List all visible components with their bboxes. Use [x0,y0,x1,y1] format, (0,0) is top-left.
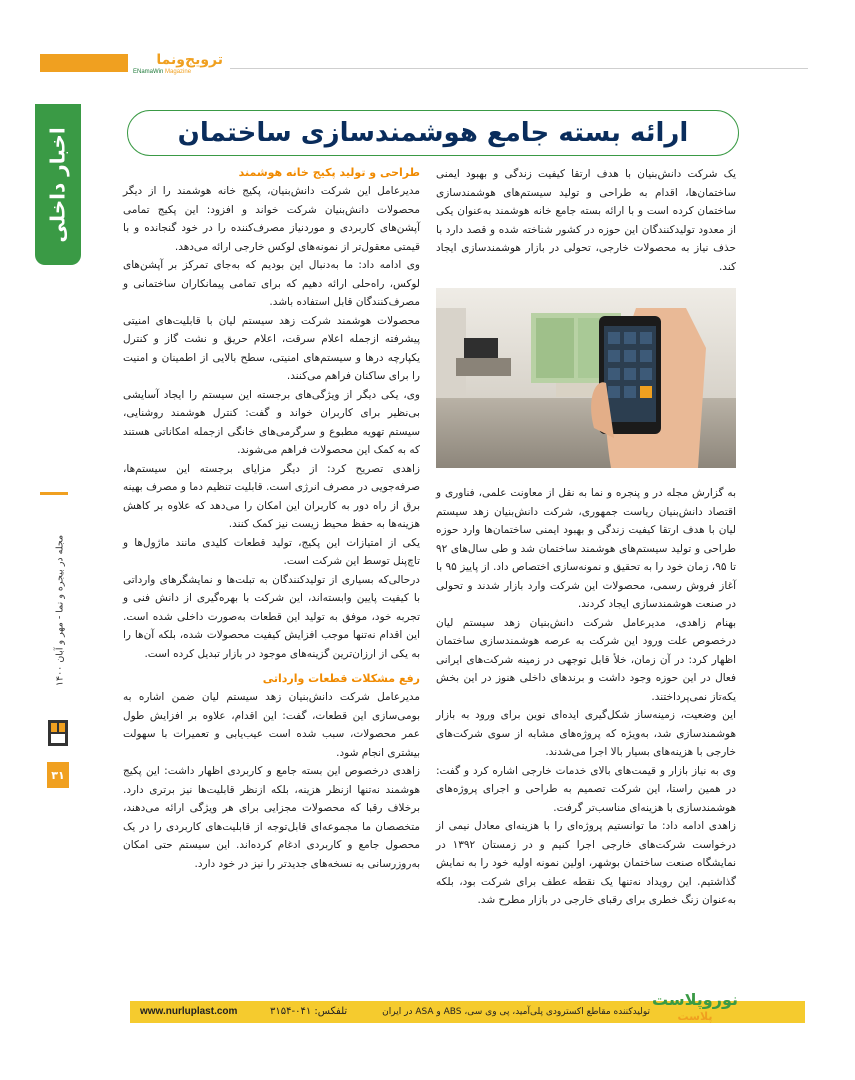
section-tab [35,104,81,265]
paragraph: مدیرعامل این شرکت دانش‌بنیان، پکیج خانه هوشمند را از دیگر محصولات دانش‌بنیان شرکت خواند و افزود: این پکیج تمامی آپشن‌های کاربردی و موردنیاز مصرف‌کننده را در خود گنجانده و با قیمتی معقول‌تر از نمونه‌های لوکس خارجی ارائه می‌دهد. [123,185,420,253]
paragraph: بهنام زاهدی، مدیرعامل شرکت دانش‌بنیان زهد سیستم لیان درخصوص علت ورود این شرکت به عرصه هوشمندسازی ساختمان اظهار کرد: در آن زمان، خلأ قابل توجهی در زمینه شرکت‌های ایرانی فعال در این حوزه وجود داشت و برندهای داخلی هنوز در این بخش یکه‌تاز نمی‌پرداختند. [436,616,736,703]
paragraph: این وضعیت، زمینه‌ساز شکل‌گیری ایده‌ای نوین برای ورود به بازار هوشمندسازی شد، به‌ویژه که پروژه‌های مشابه از سوی شرکت‌های خارجی با هزینه‌های بسیار بالا اجرا می‌شدند. [436,709,736,758]
paragraph: زاهدی درخصوص این بسته جامع و کاربردی اظهار داشت: این پکیج هوشمند نه‌تنها ازنظر هزینه، بلکه ازنظر قابلیت‌ها نیز برتری دارد. برخلاف رقبا که محصولات مجزایی برای هر ویژگی ارائه می‌دهند، متخصصان ما مجموعه‌ای قابل‌توجه از قابلیت‌های کاربردی را در یک محصول جامع و کاربردی ادغام کرده‌اند. این سیستم حتی امکان به‌روزرسانی به نسخه‌های جدیدتر را نیز در خود دارد. [123,765,420,870]
paragraph: وی ادامه داد: ما به‌دنبال این بودیم که به‌جای تمرکز بر آپشن‌های لوکس، راه‌حلی ارائه دهیم که برای تمامی پیمانکاران ساختمانی و مصرف‌کنندگان قابل استفاده باشد. [123,259,420,308]
advertiser-logo-text: نوروپلاست [651,990,738,1009]
header-divider [230,68,808,69]
paragraph: زاهدی تصریح کرد: از دیگر مزایای برجسته این سیستم‌ها، صرفه‌جویی در مصرف انرژی است. قابلیت تنظیم دما و مصرف بهینه برق از راه دور به کاربران این امکان را می‌دهد که علاوه بر کاهش هزینه‌ها به حفظ محیط زیست نیز کمک کنند. [123,462,420,530]
header-accent-bar [40,54,128,72]
logo-subtitle: ENamaWin Magazine [133,69,192,75]
page-number: ۳۱ [47,762,69,788]
paragraph: به گزارش مجله در و پنجره و نما به نقل از معاونت علمی، فناوری و اقتصاد دانش‌بنیان ریاست جمهوری، شرکت دانش‌بنیان زهد سیستم لیان با هدف ارتقا کیفیت زندگی و بهبود ایمنی ساختمان‌ها وارد حوزه طراحی و تولید سیستم‌های هوشمند ساختمان شد و طی سال‌های ۹۲ تا ۹۵، زمان خود را به تحقیق و نمونه‌سازی اختصاص داد. از پاییز ۹۵ با آغاز فروش رسمی، محصولات این شرکت وارد بازار شدند و تحولی در صنعت هوشمندسازی ایجاد کردند. [436,487,736,610]
article-right-column [436,484,736,910]
article-intro [436,165,736,276]
paragraph: مدیرعامل شرکت دانش‌بنیان زهد سیستم لیان ضمن اشاره به بومی‌سازی این قطعات، گفت: این اقدام، علاوه بر افزایش طول عمر محصولات، سبب شده است عیب‌یابی و تعمیرات با سهولت بیشتری انجام شود. [123,691,420,759]
issue-caption [48,500,72,730]
intro-paragraph: یک شرکت دانش‌بنیان با هدف ارتقا کیفیت زندگی و بهبود ایمنی ساختمان‌ها، اقدام به طراحی و تولید سیستم‌های هوشمندسازی ساختمان کرده است و با ارائه بسته جامع خانه هوشمند به‌عنوان یکی از معدود تولیدکنندگان این حوزه در کشور شناخته شده و قصد دارد با حذف نیاز به محصولات خارجی، تحولی در بازار هوشمندسازی ایجاد کند. [436,168,736,273]
footer-phone: تلفکس: ۰۴۱-۳۱۵۴ [270,1006,348,1017]
advertiser-logo [652,990,738,1034]
paragraph: یکی از امتیازات این پکیج، تولید قطعات کلیدی مانند ماژول‌ها و تاچ‌پنل توسط این شرکت است. [123,536,420,567]
window-icon [46,718,70,748]
logo-text: ترویج‌ونما [156,52,223,68]
issue-caption-text: مجله در بیجره و نما - مهر و آبان ۱۴۰۰ [54,534,66,687]
paragraph: وی، یکی دیگر از ویژگی‌های برجسته این سیستم را ایجاد آسایشی بی‌نظیر برای کاربران خواند و گفت: کنترل هوشمند روشنایی، سیستم تهویه مطبوع و سرگرمی‌های خانگی ازجمله امکاناتی هستند که به کمک این محصولات فراهم می‌شوند. [123,388,420,456]
subheading-imported-parts: رفع مشکلات قطعات وارداتی [262,672,420,685]
subheading-smart-package: طراحی و تولید پکیج خانه هوشمند [238,166,420,179]
paragraph: درحالی‌که بسیاری از تولیدکنندگان به تبلت‌ها و نمایشگرهای وارداتی با کیفیت پایین وابسته‌اند، این شرکت با بهره‌گیری از دانش فنی و تجربه خود، موفق به تولید این قطعات به‌صورت داخلی شده است. این اقدام نه‌تنها موجب افزایش کیفیت محصولات شده، بلکه آن‌ها را به یکی از ارزان‌ترین گزینه‌های موجود در بازار تبدیل کرده است. [123,573,420,660]
footer-tagline: تولیدکننده مقاطع اکسترودی پلی‌آمید، پی وی سی، ABS و ASA در ایران [382,1007,650,1017]
paragraph: محصولات هوشمند شرکت زهد سیستم لیان با قابلیت‌های امنیتی پیشرفته ازجمله اعلام سرقت، اعلام حریق و نشت گاز و کنترل یکپارچه درها و سیستم‌های امنیتی، سطح بالایی از اطمینان و امنیت را برای ساکنان فراهم می‌کنند. [123,314,420,382]
paragraph: وی به نیاز بازار و قیمت‌های بالای خدمات خارجی اشاره کرد و گفت: در همین راستا، این شرکت تصمیم به طراحی و اجرای پروژه‌های هوشمندسازی با هزینه‌ای مناسب‌تر گرفت. [436,764,736,814]
section-title: اخبار داخلی [46,126,71,243]
footer-website[interactable]: www.nurluplast.com [140,1006,238,1017]
article-title: ارائه بسته جامع هوشمندسازی ساختمان [177,118,689,148]
advertiser-logo-sub: پلاست [677,1010,713,1023]
smart-home-photo [436,288,736,468]
magazine-logo [133,52,223,80]
article-left-column [123,163,420,873]
paragraph: زاهدی ادامه داد: ما توانستیم پروژه‌ای را با هزینه‌ای معادل نیمی از درخواست شرکت‌های خارجی اجرا کنیم و در زمستان ۱۳۹۲ در نمایشگاه صنعت ساختمان بوشهر، اولین نمونه اولیه خود را به نمایش گذاشتیم. این رویداد نه‌تنها یک نقطه عطف برای شرکت بود، بلکه به‌عنوان زنگ خطری برای رقبای خارجی در بازار مطرح شد. [436,820,736,906]
